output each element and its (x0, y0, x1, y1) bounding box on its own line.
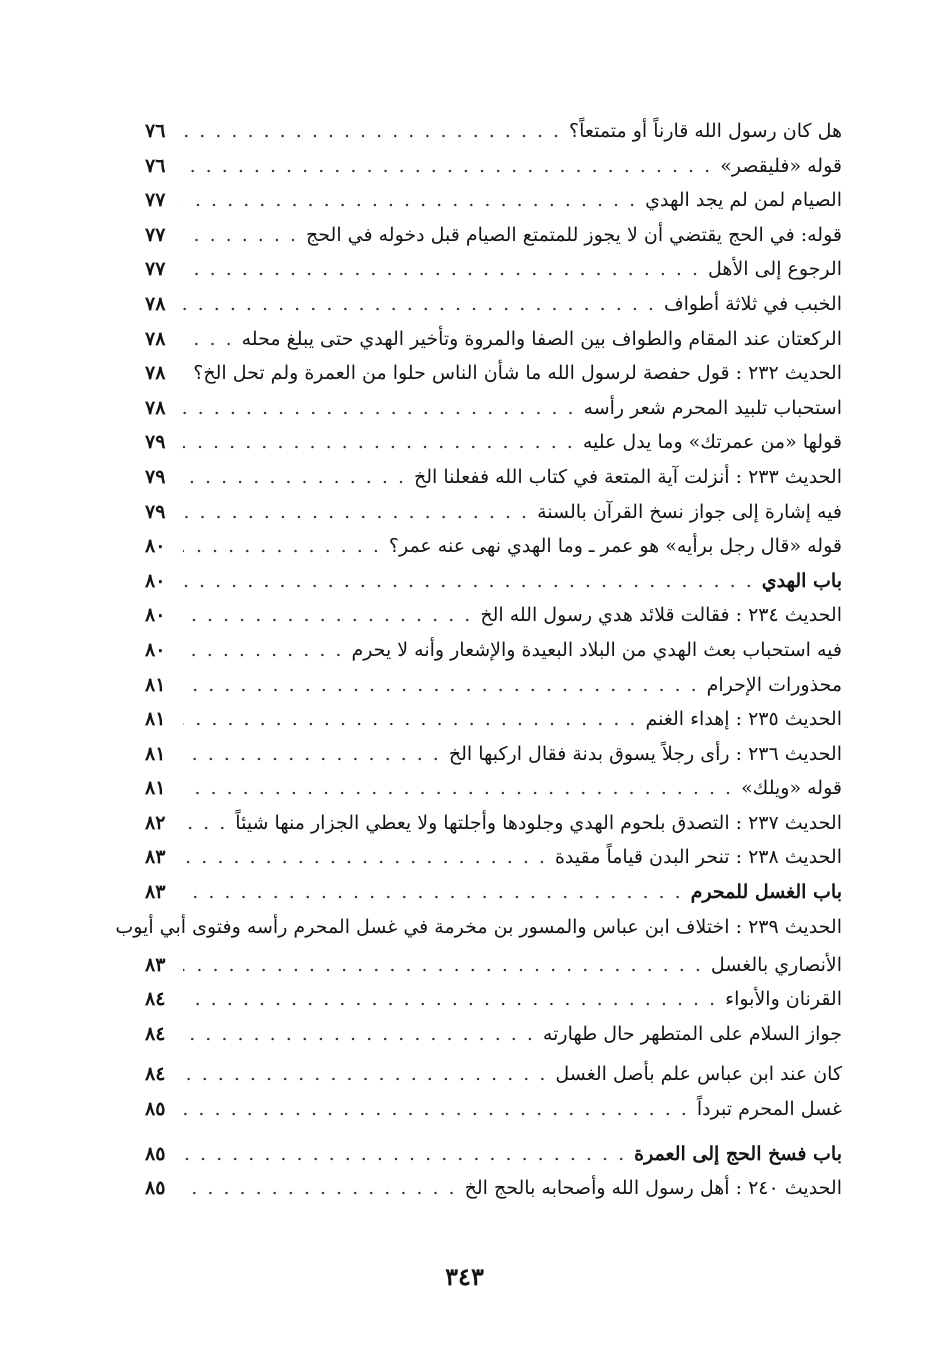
dot-leader (183, 1137, 626, 1171)
toc-entry (145, 564, 842, 599)
dot-leader (183, 875, 683, 909)
dot-leader (183, 391, 576, 425)
entry-title: قولها «من عمرتك» وما يدل عليه (582, 431, 842, 454)
toc-entry (145, 425, 842, 460)
toc-entry (145, 218, 842, 253)
entry-title: الخبب في ثلاثة أطواف (663, 292, 842, 315)
dot-leader (183, 564, 754, 598)
entry-page-number: ٨١ (145, 777, 166, 800)
entry-page-number: ٧٨ (145, 292, 166, 315)
entry-page-number: ٨٤ (145, 1022, 166, 1045)
dot-leader (183, 598, 472, 632)
entry-title: الحديث ٢٤٠ : أهل رسول الله وأصحابه بالحج الخ (464, 1177, 842, 1200)
toc-entry (145, 1092, 842, 1127)
entry-title: كان عند ابن عباس علم بأصل الغسل (555, 1063, 842, 1086)
dot-leader (183, 1092, 689, 1126)
entry-page-number: ٨٣ (145, 846, 166, 869)
dot-leader (183, 1057, 547, 1091)
toc-entry (145, 183, 842, 218)
toc-entry (145, 149, 842, 184)
dot-leader (183, 529, 381, 563)
entry-title: الأنصاري بالغسل (710, 953, 842, 976)
dot-leader (183, 149, 712, 183)
entry-page-number: ٨٠ (145, 535, 166, 558)
dot-leader (183, 1171, 457, 1205)
entry-page-number: ٧٧ (145, 189, 166, 212)
entry-page-number: ٧٧ (145, 258, 166, 281)
entry-title: الحديث ٢٣٩ : اختلاف ابن عباس والمسور بن مخرمة في غسل المحرم رأسه وفتوى أبي أيوب (115, 915, 842, 938)
entry-page-number: ٨٣ (145, 953, 166, 976)
entry-title: الركعتان عند المقام والطواف بين الصفا والمروة وتأخير الهدي حتى يبلغ محله (241, 327, 842, 350)
entry-page-number: ٨١ (145, 742, 166, 765)
toc-entry (145, 737, 842, 772)
dot-leader (183, 633, 343, 667)
dot-leader (183, 1017, 535, 1051)
entry-title: قوله «فليقصر» (720, 154, 842, 177)
dot-leader (183, 771, 733, 805)
toc-entry (145, 806, 842, 841)
dot-leader (183, 806, 227, 840)
entry-title: الحديث ٢٣٢ : قول حفصة لرسول الله ما شأن الناس حلوا من العمرة ولم تحل الخ؟ (193, 362, 842, 385)
entry-title: باب فسخ الحج إلى العمرة (634, 1142, 842, 1165)
entry-title: قوله «ويلك» (741, 777, 842, 800)
entry-title: غسل المحرم تبرداً (696, 1098, 842, 1121)
entry-page-number: ٧٦ (145, 154, 166, 177)
entry-title: فيه استحباب بعث الهدي من البلاد البعيدة والإشعار وأنه لا يحرم (351, 638, 842, 661)
toc-entry (145, 252, 842, 287)
dot-leader (183, 183, 637, 217)
entry-title: فيه إشارة إلى جواز نسخ القرآن بالسنة (537, 500, 842, 523)
toc-entry (145, 322, 842, 357)
entry-page-number: ٨٥ (145, 1098, 166, 1121)
entry-page-number: ٧٨ (145, 396, 166, 419)
entry-title: محذورات الإحرام (706, 673, 842, 696)
dot-leader (183, 287, 656, 321)
toc-entry (145, 771, 842, 806)
toc-entry (145, 114, 842, 149)
dot-leader (183, 322, 234, 356)
dot-leader (183, 668, 699, 702)
dot-leader (183, 356, 185, 390)
toc-entry (145, 1171, 842, 1206)
entry-page-number: ٨٥ (145, 1142, 166, 1165)
entry-page-number: ٧٧ (145, 223, 166, 246)
entry-page-number: ٧٨ (145, 327, 166, 350)
entry-title: قوله: في الحج يقتضي أن لا يجوز للمتمتع الصيام قبل دخوله في الحج (306, 223, 842, 246)
dot-leader (183, 218, 298, 252)
entry-page-number: ٧٦ (145, 120, 166, 142)
entry-title: الحديث ٢٣٧ : التصدق بلحوم الهدي وجلودها وأجلتها ولا يعطي الجزار منها شيئاً (235, 811, 842, 834)
entry-page-number: ٨٤ (145, 988, 166, 1011)
entry-page-number: ٨٠ (145, 569, 166, 592)
entry-title: جواز السلام على المتطهر حال طهارته (542, 1022, 842, 1045)
dot-leader (183, 982, 717, 1016)
entry-title: قوله «قال رجل برأيه» هو عمر ـ وما الهدي نهى عنه عمر؟ (388, 535, 842, 558)
entry-title: الحديث ٢٣٨ : تنحر البدن قياماً مقيدة (554, 846, 842, 869)
table-of-contents (115, 114, 842, 1206)
toc-entry (145, 1137, 842, 1172)
toc-entry-line1 (115, 910, 842, 948)
dot-leader (183, 737, 441, 771)
entry-page-number: ٧٩ (145, 465, 166, 488)
entry-title: استحباب تلبيد المحرم شعر رأسه (583, 396, 842, 419)
entry-page-number: ٧٩ (145, 500, 166, 523)
entry-page-number: ٨٠ (145, 638, 166, 661)
dot-leader (183, 460, 406, 494)
toc-entry (145, 391, 842, 426)
dot-leader (183, 114, 561, 148)
toc-entry (145, 287, 842, 322)
entry-page-number: ٨١ (145, 708, 166, 731)
entry-page-number: ٨٥ (145, 1177, 166, 1200)
entry-page-number: ٧٩ (145, 431, 166, 454)
entry-page-number: ٨٤ (145, 1063, 166, 1086)
dot-leader (183, 948, 703, 982)
dot-leader (183, 495, 529, 529)
toc-entry (145, 840, 842, 875)
entry-page-number: ٨٣ (145, 881, 166, 904)
toc-entry (145, 875, 842, 910)
toc-entry (145, 356, 842, 391)
entry-title: باب الهدي (761, 569, 842, 592)
toc-entry (145, 1017, 842, 1052)
entry-title: الحديث ٢٣٥ : إهداء الغنم (645, 708, 842, 731)
entry-title: الحديث ٢٣٦ : رأى رجلاً يسوق بدنة فقال اركبها الخ (448, 742, 842, 765)
toc-entry (145, 702, 842, 737)
dot-leader (183, 702, 637, 736)
toc-entry (145, 948, 842, 983)
toc-entry (145, 598, 842, 633)
toc-entry (145, 633, 842, 668)
entry-page-number: ٨٢ (145, 811, 166, 834)
entry-title: الرجوع إلى الأهل (708, 258, 842, 281)
entry-page-number: ٧٨ (145, 362, 166, 385)
toc-entry (145, 1057, 842, 1092)
page-number: ٣٤٣ (445, 1262, 484, 1291)
entry-title: الصيام لمن لم يجد الهدي (645, 189, 842, 212)
toc-entry (145, 529, 842, 564)
dot-leader (183, 252, 700, 286)
toc-entry (145, 495, 842, 530)
entry-title: باب الغسل للمحرم (690, 881, 842, 904)
entry-title: الحديث ٢٣٣ : أنزلت آية المتعة في كتاب الله ففعلنا الخ (414, 465, 842, 488)
entry-page-number: ٨٠ (145, 604, 166, 627)
dot-leader (183, 840, 547, 874)
toc-entry (145, 668, 842, 703)
toc-entry (145, 982, 842, 1017)
entry-title: الحديث ٢٣٤ : فقالت قلائد هدي رسول الله الخ (480, 604, 842, 627)
entry-page-number: ٨١ (145, 673, 166, 696)
toc-entry (145, 460, 842, 495)
entry-title: القرنان والأبواء (725, 988, 842, 1011)
spacer (145, 1127, 842, 1137)
entry-title: هل كان رسول الله قارناً أو متمتعاً؟ (569, 120, 842, 142)
dot-leader (183, 425, 575, 459)
